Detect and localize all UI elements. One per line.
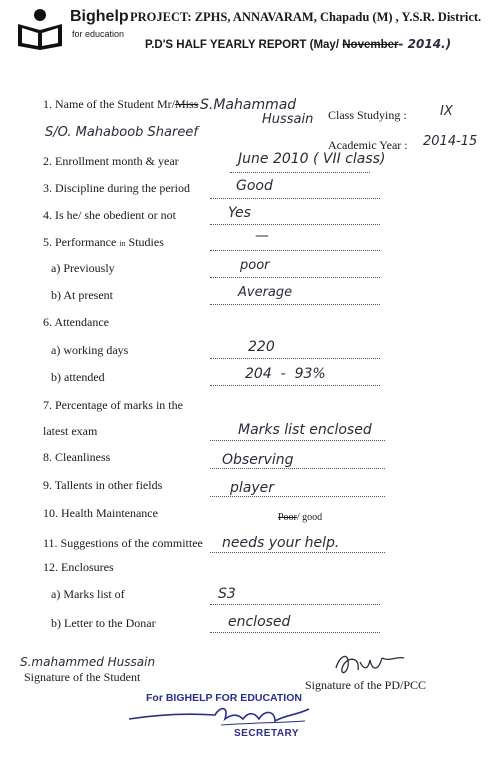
letter-label: b) Letter to the Donar	[51, 616, 156, 630]
student-signature: S.mahammed Hussain	[20, 655, 156, 669]
attendance-label: 6. Attendance	[43, 315, 109, 329]
previously-label: a) Previously	[51, 261, 115, 275]
letter-value: enclosed	[228, 614, 291, 630]
stamp-secretary: SECRETARY	[234, 728, 300, 739]
class-value: IX	[440, 104, 453, 119]
report-title: P.D'S HALF YEARLY REPORT (May/ November- 2014.)	[145, 37, 452, 51]
name-value-2: Hussain	[262, 112, 314, 127]
performance-value: —	[255, 228, 269, 244]
present-label: b) At present	[51, 288, 113, 302]
cleanliness-value: Observing	[222, 452, 294, 468]
percentage-line	[210, 440, 385, 441]
obedient-line	[210, 224, 380, 225]
suggestions-value: needs your help.	[222, 535, 340, 551]
obedient-value: Yes	[228, 205, 251, 221]
talents-value: player	[230, 480, 275, 496]
project-title: PROJECT: ZPHS, ANNAVARAM, Chapadu (M) , Y.S.R. District.	[130, 10, 482, 24]
year-label: Academic Year :	[328, 138, 408, 152]
stamp-org: For BIGHELP FOR EDUCATION	[146, 692, 302, 704]
previously-value: poor	[240, 258, 270, 273]
working-days-line	[210, 358, 380, 359]
working-days-label: a) working days	[51, 343, 129, 357]
performance-label: 5. Performance in Studies	[43, 235, 164, 249]
enclosures-label: 12. Enclosures	[43, 560, 114, 574]
pd-signature-label: Signature of the PD/PCC	[305, 678, 427, 692]
book-person-icon	[14, 6, 66, 50]
class-label: Class Studying :	[328, 108, 407, 122]
secretary-signature-mark	[125, 703, 325, 731]
marks-list-line	[210, 604, 380, 605]
cleanliness-label: 8. Cleanliness	[43, 450, 111, 464]
enroll-line	[230, 172, 370, 173]
name-value: S.Mahammad	[200, 97, 297, 113]
pd-signature-mark	[330, 648, 410, 682]
obedient-label: 4. Is he/ she obedient or not	[43, 208, 176, 222]
enroll-value: June 2010 ( VII class)	[238, 151, 386, 167]
discipline-label: 3. Discipline during the period	[43, 181, 190, 195]
present-line	[210, 304, 380, 305]
bighelp-logo	[14, 6, 66, 50]
percentage-value: Marks list enclosed	[238, 422, 372, 438]
talents-line	[210, 496, 385, 497]
letter-line	[210, 632, 380, 633]
attended-value: 204 - 93%	[245, 366, 326, 382]
previously-line	[210, 277, 380, 278]
name-label: 1. Name of the Student Mr/Miss	[43, 97, 199, 111]
cleanliness-line	[210, 468, 385, 469]
suggestions-label: 11. Suggestions of the committee	[43, 536, 203, 550]
discipline-value: Good	[236, 178, 273, 194]
enroll-label: 2. Enrollment month & year	[43, 154, 179, 168]
talents-label: 9. Tallents in other fields	[43, 478, 163, 492]
suggestions-line	[210, 552, 385, 553]
discipline-line	[210, 198, 380, 199]
student-signature-label: Signature of the Student	[24, 670, 141, 684]
logo-subtitle: for education	[72, 29, 125, 39]
logo-name: Bighelp	[70, 8, 129, 25]
percentage-label: 7. Percentage of marks in the	[43, 398, 183, 412]
marks-list-value: S3	[218, 586, 236, 602]
present-value: Average	[238, 285, 293, 300]
health-label: 10. Health Maintenance	[43, 506, 158, 520]
year-value: 2014-15	[423, 134, 478, 149]
parent-value: S/O. Mahaboob Shareef	[45, 125, 198, 140]
health-value: Poor/ good	[278, 512, 323, 523]
attended-line	[210, 385, 380, 386]
performance-line	[210, 250, 380, 251]
marks-list-label: a) Marks list of	[51, 587, 125, 601]
percentage-label-2: latest exam	[43, 424, 98, 438]
attended-label: b) attended	[51, 370, 105, 384]
working-days-value: 220	[248, 339, 275, 355]
